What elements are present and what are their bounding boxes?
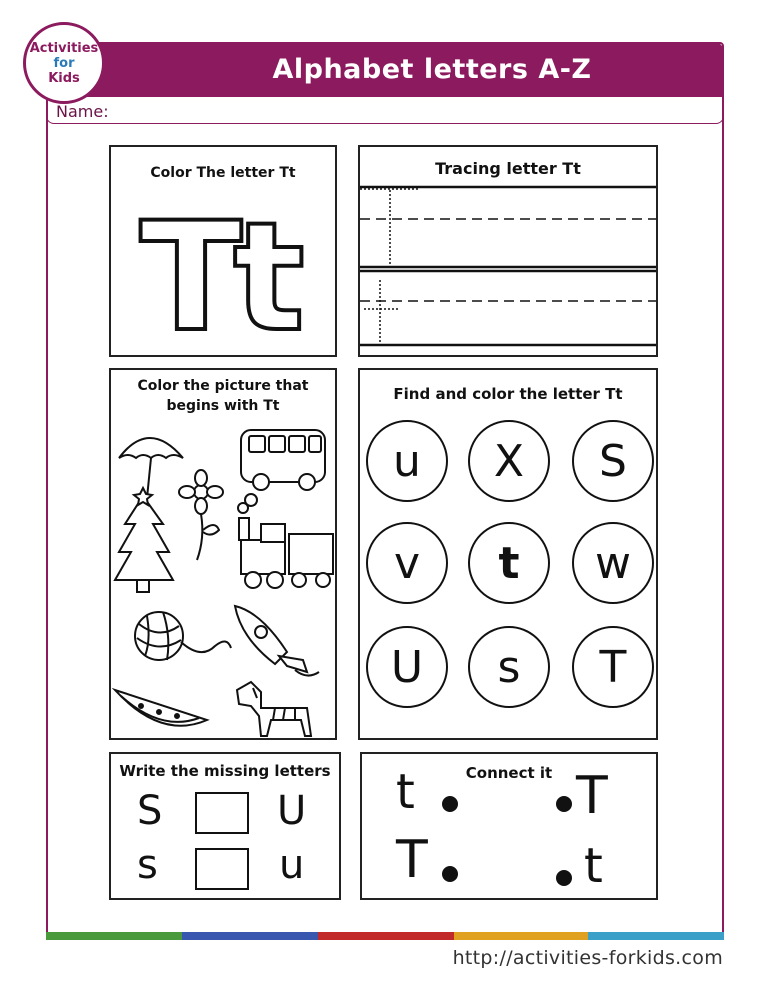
logo-line-2: for	[53, 55, 75, 71]
train-icon	[238, 494, 333, 588]
connect-right-1: T	[576, 766, 608, 826]
color-picture-title-1: Color the picture that	[137, 378, 309, 394]
color-letter-box	[109, 145, 337, 357]
missing-letter-blank[interactable]	[195, 792, 249, 834]
color-picture-box	[109, 368, 337, 740]
letter-circle[interactable]: w	[572, 522, 654, 604]
letter-circle[interactable]: v	[366, 522, 448, 604]
letter-circle[interactable]: u	[366, 420, 448, 502]
tracing-title: Tracing letter Tt	[435, 159, 581, 178]
footer-stripe	[588, 932, 724, 940]
logo-line-3: Kids	[48, 70, 80, 86]
letter-circle[interactable]: S	[572, 420, 654, 502]
connect-dot[interactable]	[442, 866, 458, 882]
outline-letters	[111, 197, 335, 347]
connect-left-1: t	[396, 764, 415, 820]
connect-dot[interactable]	[556, 870, 572, 886]
umbrella-icon	[119, 438, 183, 503]
outline-letter-upper: T	[139, 197, 243, 347]
letter-circle[interactable]: t	[468, 522, 550, 604]
bus-icon	[241, 430, 325, 490]
footer-url-link[interactable]: http://activities-forkids.com	[452, 947, 723, 969]
footer-stripe	[46, 932, 182, 940]
missing-letters-box	[109, 752, 341, 900]
christmas-tree-icon	[115, 488, 173, 592]
footer-stripe	[182, 932, 318, 940]
connect-right-2: t	[584, 838, 603, 894]
logo-line-1: Activities	[29, 40, 99, 56]
page-title: Alphabet letters A-Z	[272, 54, 592, 85]
color-letter-title: Color The letter Tt	[150, 165, 296, 181]
letter-circle[interactable]: X	[468, 420, 550, 502]
find-letter-box	[358, 368, 658, 740]
connect-left-2: T	[396, 830, 428, 890]
missing-row2-before: s	[137, 842, 158, 888]
missing-letter-blank[interactable]	[195, 848, 249, 890]
site-logo[interactable]	[23, 22, 105, 104]
missing-row1-after: U	[277, 788, 307, 834]
tracing-box	[358, 145, 658, 357]
connect-title: Connect it	[465, 764, 553, 782]
zebra-icon	[237, 682, 311, 736]
name-field[interactable]	[46, 97, 724, 124]
find-letter-title: Find and color the letter Tt	[393, 385, 623, 403]
pictures-area	[111, 420, 335, 740]
letter-circle[interactable]: U	[366, 626, 448, 708]
missing-row2-after: u	[279, 842, 305, 888]
connect-box	[360, 752, 658, 900]
connect-dot[interactable]	[442, 796, 458, 812]
color-picture-title-2: begins with Tt	[166, 398, 280, 414]
outline-letter-lower: t	[233, 197, 305, 347]
name-label: Name:	[56, 102, 109, 121]
connect-dot[interactable]	[556, 796, 572, 812]
footer-stripe	[318, 932, 454, 940]
missing-letters-title: Write the missing letters	[119, 762, 331, 780]
footer-stripe	[454, 932, 588, 940]
flower-icon	[179, 470, 223, 560]
tracing-lines	[360, 185, 656, 355]
watermelon-icon	[115, 690, 207, 726]
missing-row1-before: S	[137, 788, 163, 834]
yarn-ball-icon	[135, 612, 231, 660]
letter-circle[interactable]: s	[468, 626, 550, 708]
rocket-icon	[235, 606, 319, 676]
letter-circle[interactable]: T	[572, 626, 654, 708]
